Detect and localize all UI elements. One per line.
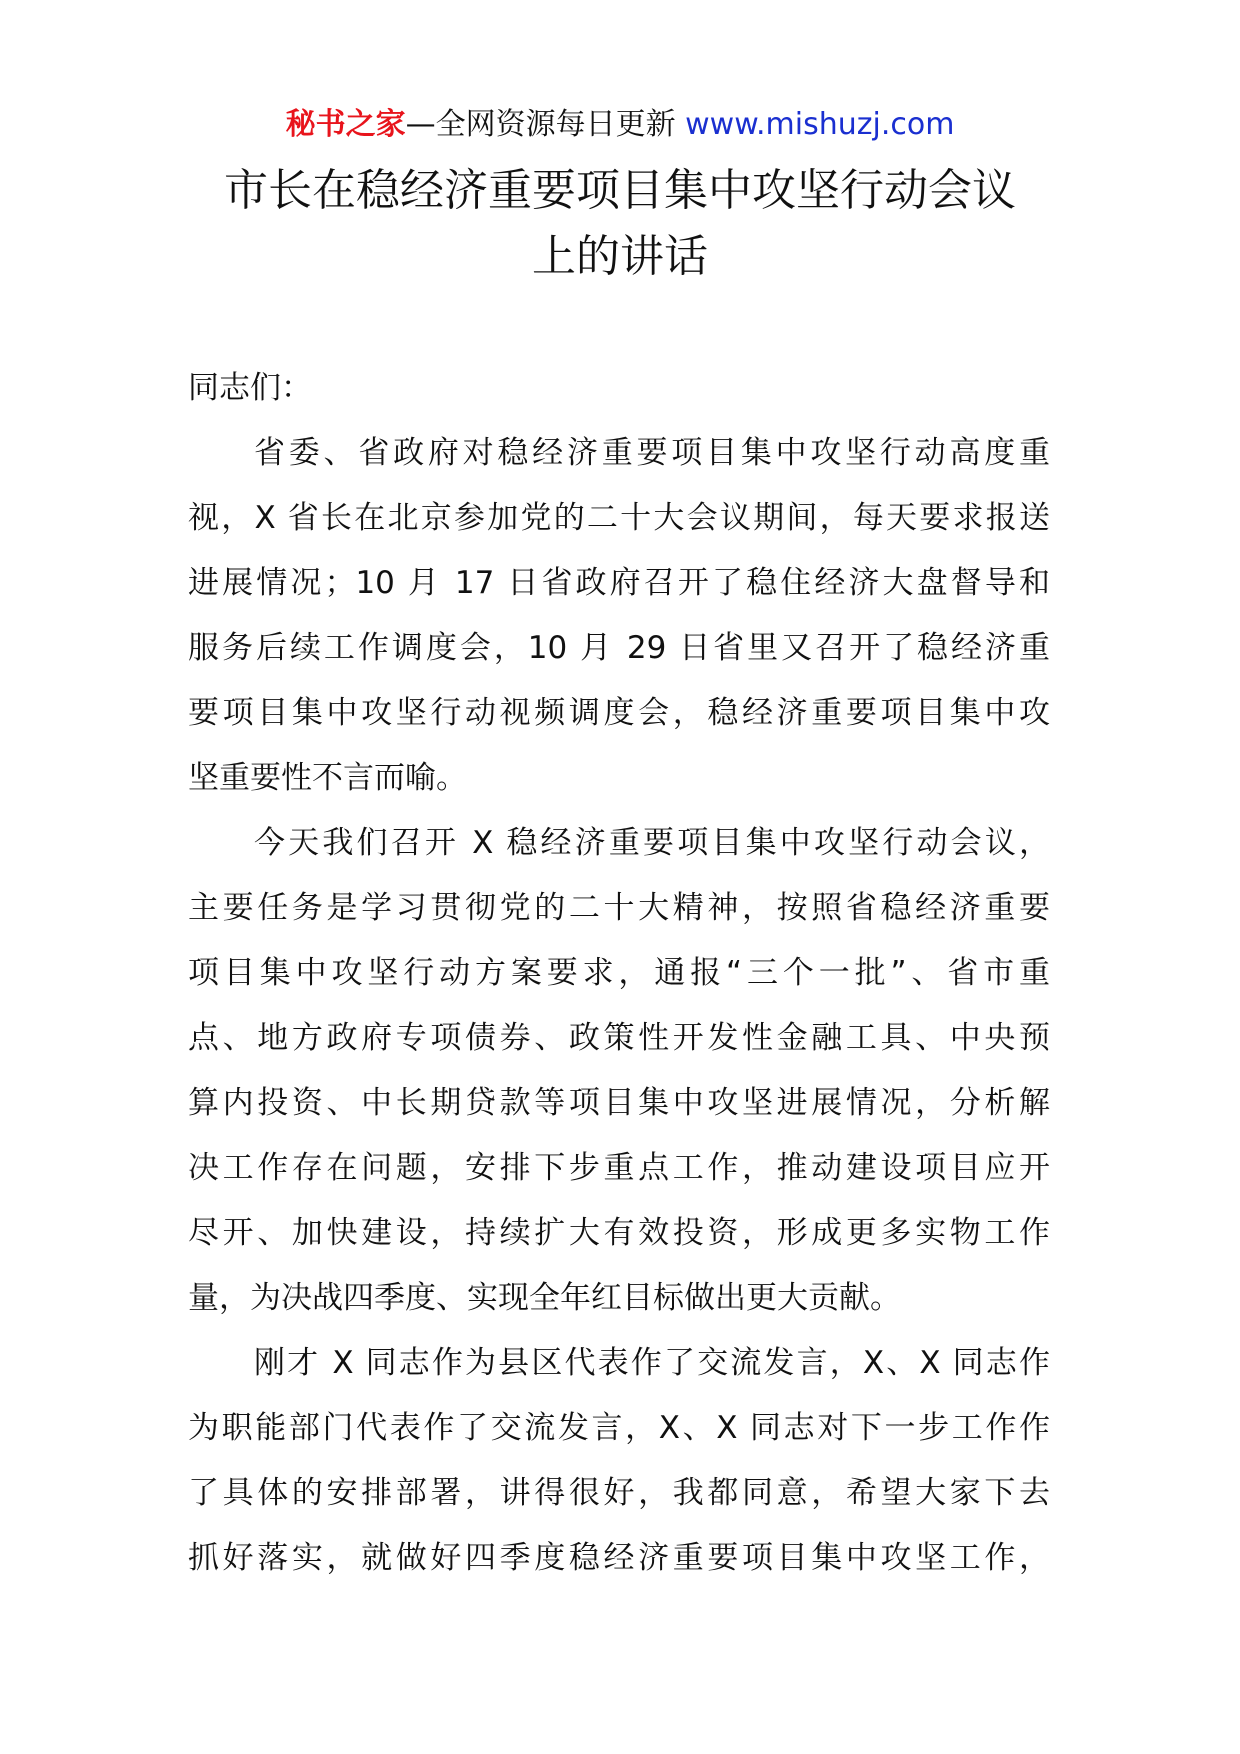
paragraph-line: 点、地方政府专项债券、政策性开发性金融工具、中央预 <box>188 1020 1050 1056</box>
paragraph-line: 今天我们召开 X 稳经济重要项目集中攻坚行动会议， <box>254 825 1050 861</box>
paragraph-line: 项目集中攻坚行动方案要求，通报“三个一批”、省市重 <box>188 955 1050 991</box>
paragraph-line: 服务后续工作调度会，10 月 29 日省里又召开了稳经济重 <box>188 630 1050 666</box>
document-body <box>188 356 1050 1591</box>
site-link[interactable]: www.mishuzj.com <box>685 107 955 142</box>
paragraph-line: 算内投资、中长期贷款等项目集中攻坚进展情况，分析解 <box>188 1085 1050 1121</box>
paragraph-line: 省委、省政府对稳经济重要项目集中攻坚行动高度重 <box>254 435 1050 471</box>
paragraph-line: 抓好落实，就做好四季度稳经济重要项目集中攻坚工作， <box>188 1540 1050 1576</box>
document-title <box>180 158 1060 290</box>
paragraph-line: 视，X 省长在北京参加党的二十大会议期间，每天要求报送 <box>188 500 1050 536</box>
title-line-1: 市长在稳经济重要项目集中攻坚行动会议 <box>224 165 1016 216</box>
title-line-2: 上的讲话 <box>532 231 708 282</box>
paragraph-line: 了具体的安排部署，讲得很好，我都同意，希望大家下去 <box>188 1475 1050 1511</box>
paragraph-line: 主要任务是学习贯彻党的二十大精神，按照省稳经济重要 <box>188 890 1050 926</box>
paragraph-line: 刚才 X 同志作为县区代表作了交流发言，X、X 同志作 <box>254 1345 1050 1381</box>
paragraph-line: 尽开、加快建设，持续扩大有效投资，形成更多实物工作 <box>188 1215 1050 1251</box>
paragraph-3 <box>188 1331 1050 1591</box>
paragraph-line: 要项目集中攻坚行动视频调度会，稳经济重要项目集中攻 <box>188 695 1050 731</box>
paragraph-line: 坚重要性不言而喻。 <box>188 760 467 796</box>
paragraph-2 <box>188 811 1050 1331</box>
banner-slogan: —全网资源每日更新 <box>405 107 676 142</box>
paragraph-line: 决工作存在问题，安排下步重点工作，推动建设项目应开 <box>188 1150 1050 1186</box>
salutation: 同志们： <box>188 370 312 406</box>
header-banner <box>0 100 1240 150</box>
paragraph-line: 为职能部门代表作了交流发言，X、X 同志对下一步工作作 <box>188 1410 1050 1446</box>
paragraph-line: 进展情况；10 月 17 日省政府召开了稳住经济大盘督导和 <box>188 565 1050 601</box>
paragraph-line: 量，为决战四季度、实现全年红目标做出更大贡献。 <box>188 1280 901 1316</box>
paragraph-1 <box>188 421 1050 811</box>
brand-name: 秘书之家 <box>285 107 406 142</box>
